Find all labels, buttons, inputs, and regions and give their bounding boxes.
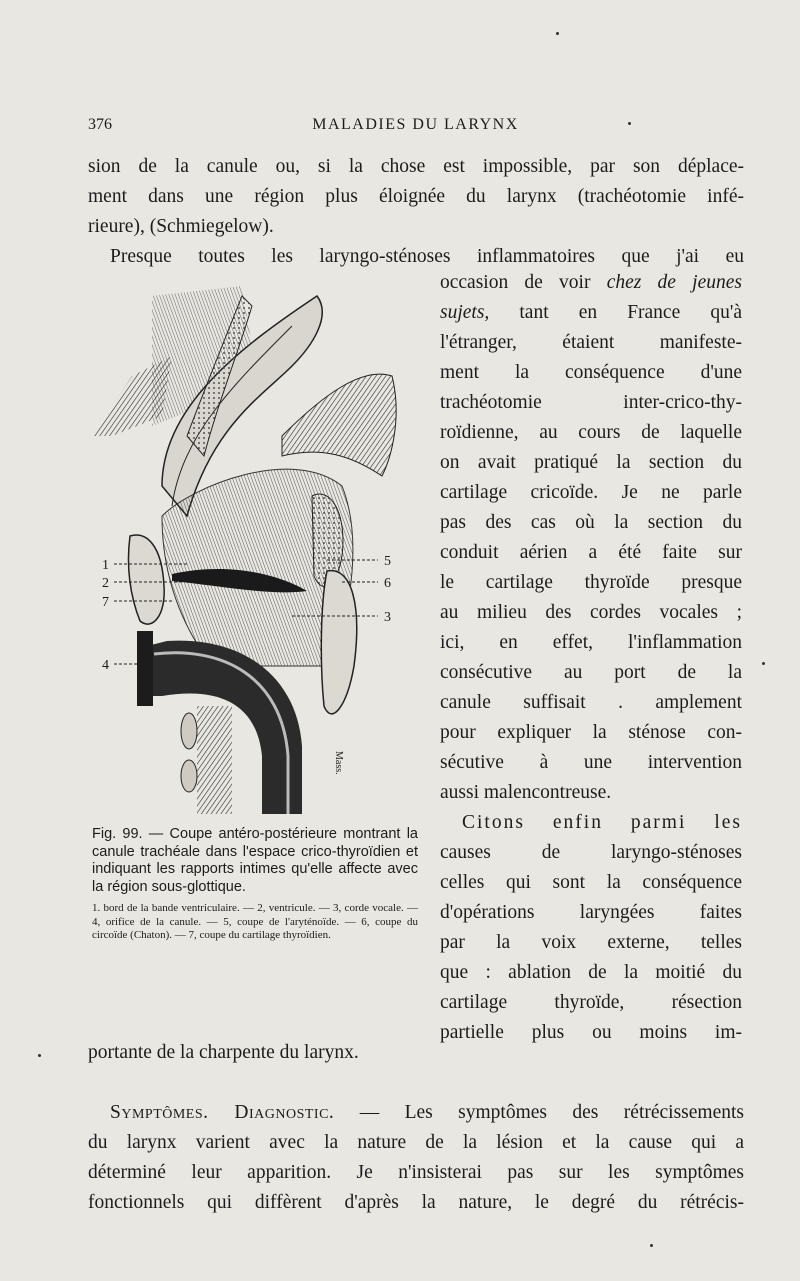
text-line: ment dans une région plus éloignée du larynx (trachéotomie infé-	[88, 186, 744, 207]
italic-span: chez de jeunes	[606, 272, 742, 293]
text-line: trachéotomie inter-crico-thy-	[440, 392, 742, 413]
text-line: sion de la canule ou, si la chose est impossible, par son déplace-	[88, 156, 744, 177]
paper-speck	[556, 32, 559, 35]
figure-caption	[92, 826, 418, 943]
text-line: déterminé leur apparition. Je n'insisterai pas sur les symptômes	[88, 1162, 744, 1183]
text-line: fonctionnels qui diffèrent d'après la nature, le degré du rétrécis-	[88, 1192, 744, 1213]
paper-speck	[628, 122, 631, 125]
text-line: conduit aérien a été faite sur	[440, 542, 742, 563]
caption-text: Fig. 99. — Coupe antéro-postérieure montrant la canule trachéale dans l'espace crico-thyroïdien et indiquant les rapports intimes qu'elle affecte avec la région sous-glottique.	[92, 826, 418, 895]
text-line: pas des cas où la section du	[440, 512, 742, 533]
figure-label-7: 7	[102, 595, 109, 610]
text-line: on avait pratiqué la section du	[440, 452, 742, 473]
anatomical-figure	[92, 286, 422, 814]
section-heading: Symptômes. Diagnostic.	[110, 1102, 335, 1123]
text-line: d'opérations laryngées faites	[440, 902, 742, 923]
caption-legend: 1. bord de la bande ventriculaire. — 2, ventricule. — 3, corde vocale. — 4, orifice de la canule. — 5, coupe de l'aryténoïde. — 6, coupe du circoïde (Chaton). — 7, coupe du cartilage thyroïdien.	[92, 902, 418, 941]
figure-label-5: 5	[384, 554, 391, 569]
text-line	[440, 268, 742, 298]
engraver-signature: Mass.	[333, 751, 344, 775]
text-line: ici, en effet, l'inflammation	[440, 632, 742, 653]
intro-paragraph	[88, 152, 744, 272]
figure-label-2: 2	[102, 576, 109, 591]
text-line: causes de laryngo-sténoses	[440, 842, 742, 863]
text-line: ment la conséquence d'une	[440, 362, 742, 383]
larynx-section-illustration	[92, 286, 422, 814]
figure-label-3: 3	[384, 610, 391, 625]
paper-speck	[762, 662, 765, 665]
paper-speck	[650, 1244, 653, 1247]
text-line: l'étranger, étaient manifeste-	[440, 332, 742, 353]
symptoms-section	[88, 1098, 744, 1218]
text-line: pour expliquer la sténose con-	[440, 722, 742, 743]
paragraph-first-line: Presque toutes les laryngo-sténoses inflammatoires que j'ai eu	[110, 246, 744, 267]
running-header	[88, 116, 743, 140]
text-line: par la voix externe, telles	[440, 932, 742, 953]
text-line: que : ablation de la moitié du	[440, 962, 742, 983]
text-line: sécutive à une intervention	[440, 752, 742, 773]
text-span: tant en France qu'à	[489, 302, 742, 323]
text-line: canule suffisait . amplement	[440, 692, 742, 713]
text-line: le cartilage thyroïde presque	[440, 572, 742, 593]
text-span: occasion de voir	[440, 272, 607, 293]
text-line: portante de la charpente du larynx.	[88, 1042, 359, 1063]
text-line: aussi malencontreuse.	[440, 782, 612, 803]
text-line: rieure), (Schmiegelow).	[88, 216, 274, 237]
text-line: Citons enfin parmi les	[462, 812, 742, 833]
paper-speck	[38, 1054, 41, 1057]
running-title: MALADIES DU LARYNX	[312, 116, 519, 133]
page-number: 376	[88, 116, 112, 133]
section-first-line	[88, 1098, 744, 1128]
italic-span: sujets,	[440, 302, 490, 323]
text-line: partielle plus ou moins im-	[440, 1022, 742, 1043]
text-line: consécutive au port de la	[440, 662, 742, 683]
text-line: cartilage cricoïde. Je ne parle	[440, 482, 742, 503]
text-column	[440, 268, 742, 1048]
figure-label-1: 1	[102, 558, 109, 573]
figure-label-6: 6	[384, 576, 391, 591]
text-line	[440, 298, 742, 328]
text-line: au milieu des cordes vocales ;	[440, 602, 742, 623]
tail-paragraph	[88, 1038, 744, 1068]
text-span: — Les symptômes des rétrécissements	[334, 1102, 744, 1123]
text-line: cartilage thyroïde, résection	[440, 992, 742, 1013]
text-line: roïdienne, au cours de laquelle	[440, 422, 742, 443]
text-line: celles qui sont la conséquence	[440, 872, 742, 893]
figure-label-4: 4	[102, 658, 109, 673]
text-line: du larynx varient avec la nature de la lésion et la cause qui a	[88, 1132, 744, 1153]
